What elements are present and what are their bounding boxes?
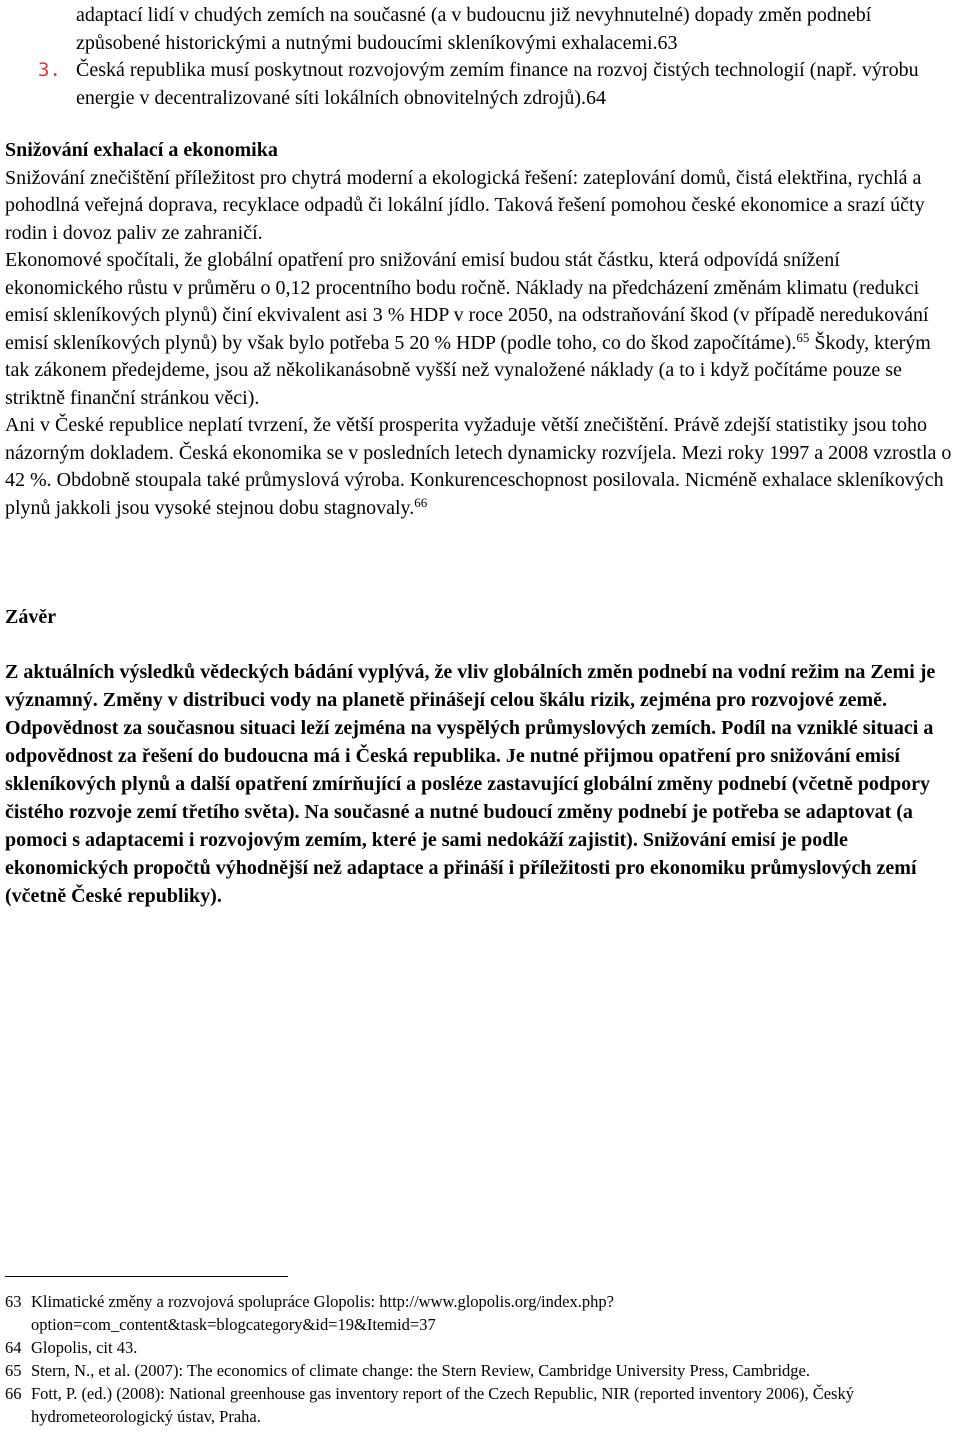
footnote-divider xyxy=(5,1276,288,1277)
conclusion-text: Z aktuálních výsledků vědeckých bádání vyplývá, že vliv globálních změn podnebí na vodní režim na Zemi je významný. Změny v distribuci vody na planetě přinášejí celou škálu rizik, zejména pro rozvojové země. Odpovědnost za současnou situaci leží zejména na vyspělých průmyslových zemích. Podíl na vzniklé situaci a odpovědnost za řešení do budoucna má i Česká republika. Je nutné přijmou opatření pro snižování emisí skleníkových plynů a další opatření zmírňující a posléze zastavující globální změny podnebí (včetně podpory čistého rozvoje zemí třetího světa). Na současné a nutné budoucí změny podnebí je potřeba se adaptovat (a pomoci s adaptacemi i rozvojovým zemím, které je sami nedokáží zajistit). Snižování emisí je podle ekonomických propočtů výhodnější než adaptace a přináší i příležitosti pro ekonomiku průmyslových zemí (včetně České republiky). xyxy=(5,661,936,907)
paragraph: Snižování znečištění příležitost pro chytrá moderní a ekologická řešení: zateplování domů, čistá elektřina, rychlá a pohodlná veřejná doprava, recyklace odpadů či lokální jídlo. Taková řešení pomohou české ekonomice a srazí účty rodin i dovoz paliv ze zahraničí. xyxy=(5,166,925,244)
section-emissions-economy xyxy=(5,137,957,522)
paragraph xyxy=(5,412,957,522)
conclusion-heading: Závěr xyxy=(5,606,57,628)
list-item-continuation xyxy=(0,2,960,57)
footnote-number: 65 xyxy=(5,1361,22,1380)
footnote-number: 63 xyxy=(5,1292,22,1311)
list-item-text: adaptací lidí v chudých zemích na současné (a v budoucnu již nevyhnutelné) dopady změn podnebí způsobené historickými a nutnými budoucími skleníkovými exhalacemi.63 xyxy=(76,4,872,54)
recommendation-list xyxy=(0,2,960,112)
conclusion-block xyxy=(5,658,957,910)
footnote xyxy=(5,1382,957,1428)
footnote-text: Klimatické změny a rozvojová spolupráce Glopolis: http://www.glopolis.org/index.php?option=com_content&task=blogcategory&id=19&Itemid=37 xyxy=(31,1292,614,1334)
section-heading: Snižování exhalací a ekonomika xyxy=(5,139,278,161)
footnote-text: Glopolis, cit 43. xyxy=(31,1338,138,1357)
footnote xyxy=(5,1359,957,1382)
paragraph-text: Škody, kterým tak zákonem předejdeme, jsou až několikanásobně vyšší než vynaložené náklady (a to i když počítáme pouze se striktně finanční stránkou věci). xyxy=(5,331,931,409)
footnotes xyxy=(5,1290,957,1428)
footnote-number: 64 xyxy=(5,1338,22,1357)
list-item-text: Česká republika musí poskytnout rozvojovým zemím finance na rozvoj čistých technologií (např. výrobu energie v decentralizované síti lokálních obnovitelných zdrojů).64 xyxy=(76,59,919,109)
paragraph-text: Ekonomové spočítali, že globální opatření pro snižování emisí budou stát částku, která odpovídá snížení ekonomického růstu v průměru o 0,12 procentního bodu ročně. Náklady na předcházení změnám klimatu (redukci emisí skleníkových plynů) činí ekvivalent asi 3 % HDP v roce 2050, na odstraňování škod (v případě neredukování emisí skleníkových plynů) by však bylo potřeba 5 20 % HDP (podle toho, co do škod započítáme). xyxy=(5,249,929,354)
footnote xyxy=(5,1336,957,1359)
conclusion-heading-block xyxy=(5,604,957,632)
footnote xyxy=(5,1290,957,1336)
footnote-text: Stern, N., et al. (2007): The economics of climate change: the Stern Review, Cambridge University Press, Cambridge. xyxy=(31,1361,810,1380)
footnote-ref: 65 xyxy=(796,329,810,345)
paragraph xyxy=(5,247,957,412)
list-number: 3. xyxy=(38,59,61,81)
paragraph-text: Ani v České republice neplatí tvrzení, že větší prosperita vyžaduje větší znečištění. Právě zdejší statistiky jsou toho názorným dokladem. Česká ekonomika se v posledních letech dynamicky rozvíjela. Mezi roky 1997 a 2008 vzrostla o 42 %. Obdobně stoupala také průmyslová výroba. Konkurenceschopnost posilovala. Nicméně exhalace skleníkových plynů jakkoli jsou vysoké stejnou dobu stagnovaly. xyxy=(5,414,952,519)
list-item-3 xyxy=(0,57,960,112)
footnote-ref: 66 xyxy=(414,494,428,510)
footnote-text: Fott, P. (ed.) (2008): National greenhouse gas inventory report of the Czech Republic, NIR (reported inventory 2006), Český hydrometeorologický ústav, Praha. xyxy=(31,1384,854,1426)
footnote-number: 66 xyxy=(5,1384,22,1403)
